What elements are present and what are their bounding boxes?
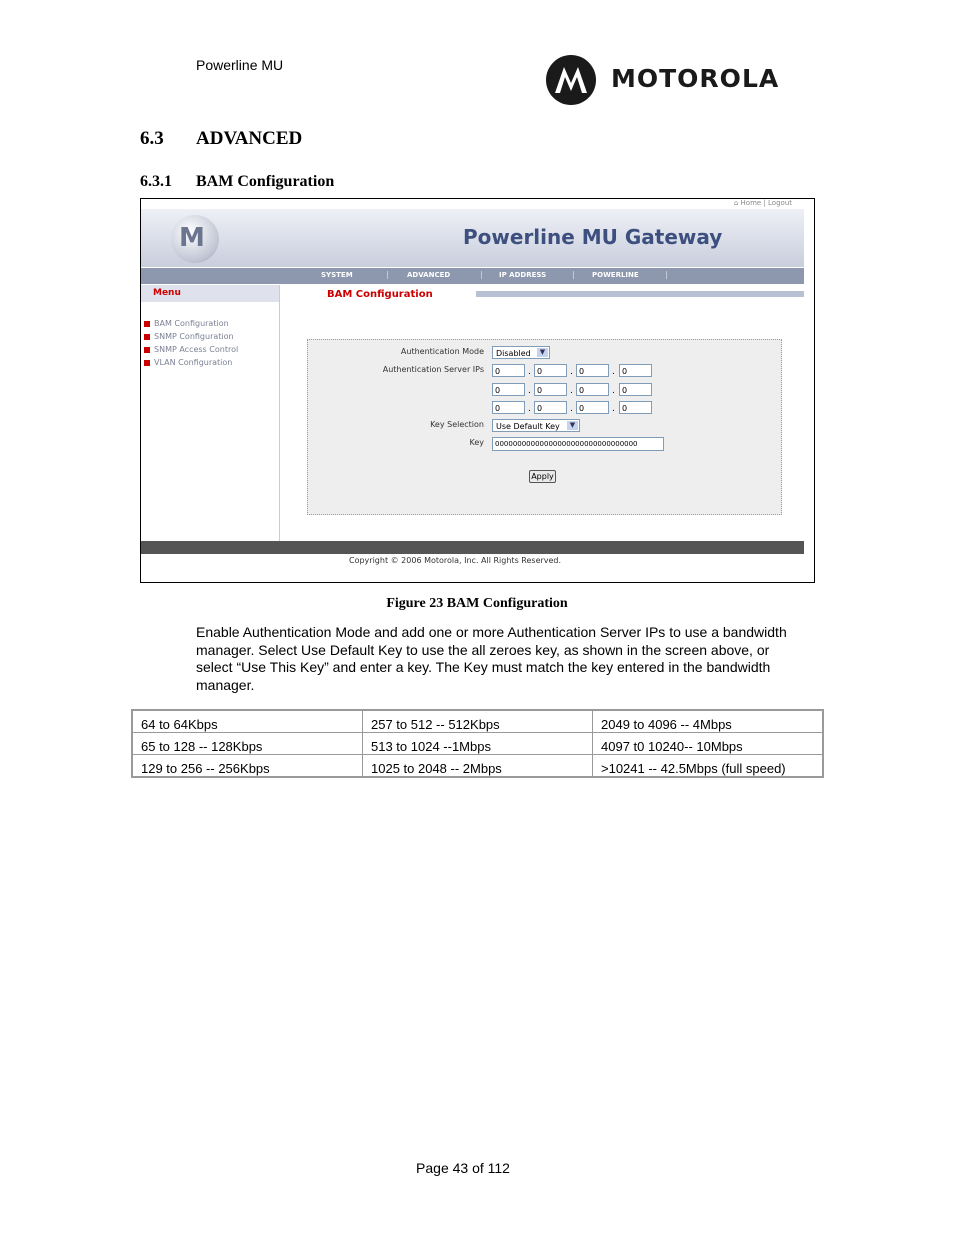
nav-separator: | <box>572 270 575 279</box>
nav-separator: | <box>480 270 483 279</box>
nav-ip-address[interactable]: IP ADDRESS <box>499 271 547 279</box>
logout-link[interactable]: Logout <box>768 199 792 207</box>
apply-button[interactable]: Apply <box>529 470 556 483</box>
top-links <box>734 199 792 207</box>
auth-mode-label: Authentication Mode <box>400 347 484 356</box>
nav-separator: | <box>386 270 389 279</box>
menu-header <box>141 285 279 302</box>
nav-separator: | <box>665 270 668 279</box>
ip-1-octet-2[interactable]: 0 <box>534 364 567 377</box>
bullet-icon <box>144 321 150 327</box>
subsection-heading <box>140 173 334 191</box>
bullet-icon <box>144 347 150 353</box>
ip-2-octet-4[interactable]: 0 <box>619 383 652 396</box>
body-paragraph: Enable Authentication Mode and add one or more Authentication Server IPs to use a bandwidth manager. Select Use Default Key to use the all zeroes key, as shown in the screen above, or select “Use This Key” and enter a key. The Key must match the key entered in the bandwidth manager. <box>196 624 787 693</box>
copyright-text: Copyright © 2006 Motorola, Inc. All Rights Reserved. <box>349 556 562 565</box>
ip-1-octet-4[interactable]: 0 <box>619 364 652 377</box>
ip-dot: . <box>528 404 531 414</box>
home-link[interactable]: Home <box>740 199 762 207</box>
ip-dot: . <box>612 404 615 414</box>
gateway-title: Powerline MU Gateway <box>463 225 723 249</box>
motorola-wordmark: MOTOROLA <box>611 64 780 93</box>
ip-1-octet-1[interactable]: 0 <box>492 364 525 377</box>
subsection-number: 6.3.1 <box>140 173 172 190</box>
footer-bar <box>141 541 804 554</box>
ip-3-octet-1[interactable]: 0 <box>492 401 525 414</box>
chevron-down-icon: ▼ <box>567 421 578 430</box>
ip-dot: . <box>528 367 531 377</box>
key-label: Key <box>469 438 484 447</box>
ip-dot: . <box>570 367 573 377</box>
table-cell: 129 to 256 -- 256Kbps <box>132 755 363 778</box>
table-cell: 64 to 64Kbps <box>132 710 363 733</box>
sidebar-item-snmp-access-control[interactable]: SNMP Access Control <box>144 345 238 354</box>
ip-dot: . <box>612 386 615 396</box>
table-cell: 4097 t0 10240-- 10Mbps <box>593 733 824 755</box>
gateway-screenshot <box>140 198 815 583</box>
ip-dot: . <box>612 367 615 377</box>
key-input[interactable]: 00000000000000000000000000000000 <box>492 437 664 451</box>
bam-form <box>307 339 782 515</box>
sidebar <box>141 285 280 541</box>
top-links-separator: | <box>763 199 766 207</box>
motorola-batwing-icon <box>546 55 596 105</box>
table-cell: 513 to 1024 --1Mbps <box>363 733 593 755</box>
sidebar-item-vlan-configuration[interactable]: VLAN Configuration <box>144 358 232 367</box>
figure-caption: Figure 23 BAM Configuration <box>386 596 568 611</box>
table-cell: 1025 to 2048 -- 2Mbps <box>363 755 593 778</box>
ip-2-octet-2[interactable]: 0 <box>534 383 567 396</box>
ip-dot: . <box>570 386 573 396</box>
auth-server-ips-label: Authentication Server IPs <box>382 365 484 374</box>
ip-3-octet-4[interactable]: 0 <box>619 401 652 414</box>
bullet-icon <box>144 334 150 340</box>
table-cell: 257 to 512 -- 512Kbps <box>363 710 593 733</box>
ip-2-octet-3[interactable]: 0 <box>576 383 609 396</box>
nav-system[interactable]: SYSTEM <box>321 271 353 279</box>
bullet-icon <box>144 360 150 366</box>
page-title-bar <box>476 291 804 297</box>
motorola-emblem-icon: M <box>171 215 219 263</box>
page-title: BAM Configuration <box>327 289 433 300</box>
key-selection-select[interactable]: Use Default Key ▼ <box>492 419 580 432</box>
ip-dot: . <box>528 386 531 396</box>
nav-powerline[interactable]: POWERLINE <box>592 271 639 279</box>
ip-dot: . <box>570 404 573 414</box>
gateway-banner <box>141 209 804 267</box>
subsection-title: BAM Configuration <box>196 173 335 190</box>
chevron-down-icon: ▼ <box>537 348 548 357</box>
ip-1-octet-3[interactable]: 0 <box>576 364 609 377</box>
table-cell: >10241 -- 42.5Mbps (full speed) <box>593 755 824 778</box>
ip-3-octet-2[interactable]: 0 <box>534 401 567 414</box>
sidebar-item-snmp-configuration[interactable]: SNMP Configuration <box>144 332 234 341</box>
sidebar-item-bam-configuration[interactable]: BAM Configuration <box>144 319 229 328</box>
nav-advanced[interactable]: ADVANCED <box>407 271 451 279</box>
table-row <box>132 710 823 733</box>
menu-title: Menu <box>153 288 181 298</box>
page-number: Page 43 of 112 <box>416 1160 510 1176</box>
table-cell: 65 to 128 -- 128Kbps <box>132 733 363 755</box>
table-row <box>132 733 823 755</box>
rates-table <box>131 709 824 778</box>
nav-bar <box>141 268 804 284</box>
home-icon: ⌂ <box>733 199 739 207</box>
section-number: 6.3 <box>140 128 164 149</box>
auth-mode-select[interactable]: Disabled ▼ <box>492 346 550 359</box>
table-cell: 2049 to 4096 -- 4Mbps <box>593 710 824 733</box>
section-heading <box>140 128 302 150</box>
ip-3-octet-3[interactable]: 0 <box>576 401 609 414</box>
motorola-logo <box>543 54 815 110</box>
key-selection-label: Key Selection <box>430 420 484 429</box>
section-title: ADVANCED <box>196 128 303 149</box>
document-header-title: Powerline MU <box>196 57 284 73</box>
ip-2-octet-1[interactable]: 0 <box>492 383 525 396</box>
table-row <box>132 755 823 778</box>
